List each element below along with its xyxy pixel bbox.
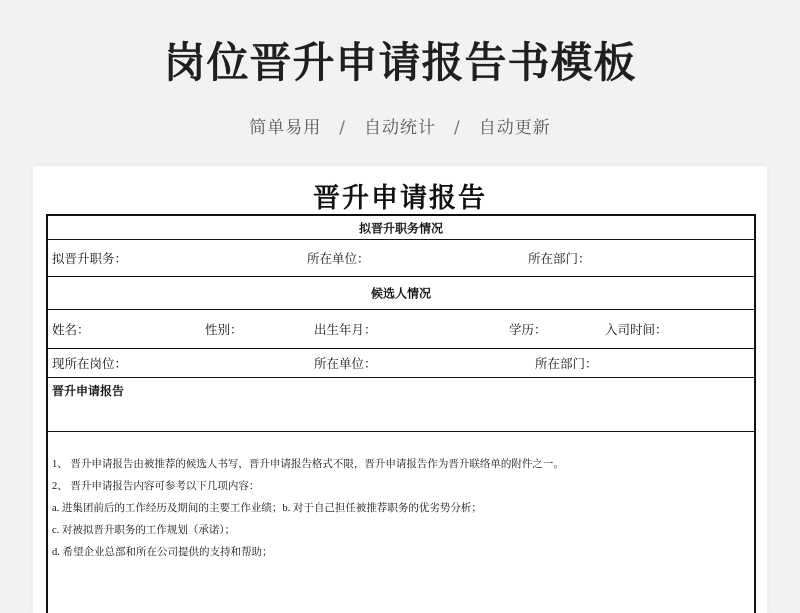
tag-auto-stats: 自动统计: [364, 118, 436, 138]
current-unit-label: 所在单位：: [314, 357, 377, 371]
tag-separator: /: [339, 118, 346, 138]
document-title: 晋升申请报告: [313, 183, 487, 214]
gender-label: 性别：: [205, 323, 243, 337]
position-unit-label: 所在单位：: [307, 252, 370, 266]
name-label: 姓名：: [52, 323, 90, 337]
report-section: [48, 378, 754, 432]
note-item: 2、 晋升申请报告内容可参考以下几项内容：: [52, 481, 260, 492]
join-date-label: 入司时间：: [605, 323, 668, 337]
position-row: [48, 240, 754, 277]
education-label: 学历：: [509, 323, 547, 337]
current-position-row: [48, 349, 754, 378]
document-sheet: [33, 166, 767, 613]
note-item: d. 希望企业总部和所在公司提供的支持和帮助；: [52, 547, 273, 558]
current-position-label: 现所在岗位：: [52, 357, 128, 371]
tag-easy: 简单易用: [249, 118, 322, 138]
banner-title: 岗位晋升申请报告书模板: [163, 38, 637, 87]
report-heading: 晋升申请报告: [52, 384, 125, 398]
candidate-section-header: [48, 277, 754, 310]
position-section-header: [48, 216, 754, 240]
position-department-label: 所在部门：: [528, 252, 591, 266]
position-section-label: 拟晋升职务情况: [358, 221, 443, 235]
note-item: 1、 晋升申请报告由被推荐的候选人书写，晋升申请报告格式不限，晋升申请报告作为晋升联络单的附件之一。: [52, 459, 564, 470]
current-department-label: 所在部门：: [535, 357, 598, 371]
banner-tagline: [0, 113, 800, 138]
note-item: c. 对被拟晋升职务的工作规划（承诺）；: [52, 525, 236, 536]
form-table: [46, 214, 756, 613]
candidate-section-label: 候选人情况: [370, 286, 431, 301]
candidate-row: [48, 310, 754, 349]
birth-label: 出生年月：: [314, 323, 377, 337]
tag-separator: /: [454, 118, 461, 138]
note-item: a. 进集团前后的工作经历及期间的主要工作业绩；b. 对于自己担任被推荐职务的优劣势分析；: [52, 503, 482, 514]
target-position-label: 拟晋升职务：: [52, 252, 128, 266]
tag-auto-update: 自动更新: [478, 118, 551, 138]
